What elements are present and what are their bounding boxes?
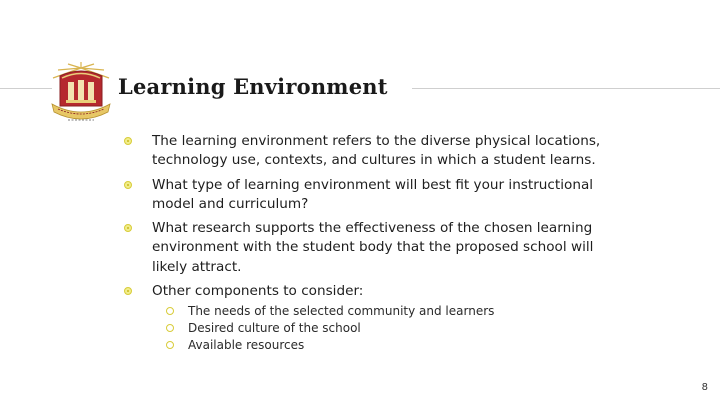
bullet-item bbox=[122, 282, 612, 354]
bullet-text: What type of learning environment will best fit your instructional model and curriculum? bbox=[152, 176, 594, 212]
sub-bullet-text: Desired culture of the school bbox=[188, 321, 361, 336]
bullet-item bbox=[122, 176, 612, 215]
bullet-dot-icon bbox=[124, 287, 132, 295]
bullet-text: The learning environment refers to the diverse physical locations, technology use, contexts, and cultures in which a student learns. bbox=[152, 133, 601, 169]
bullet-text: What research supports the effectiveness of the chosen learning environment with the student body that the proposed school will likely attract. bbox=[152, 220, 594, 275]
sub-bullet-ring-icon bbox=[166, 307, 174, 315]
title-rule-right bbox=[412, 88, 720, 89]
bullet-dot-icon bbox=[124, 137, 132, 145]
title-rule-left bbox=[0, 88, 52, 89]
bullet-item bbox=[122, 219, 612, 277]
sub-bullet-ring-icon bbox=[166, 324, 174, 332]
school-crest-logo bbox=[50, 62, 112, 128]
sub-bullet-item bbox=[152, 303, 612, 320]
sub-bullet-item bbox=[152, 337, 612, 354]
sub-bullet-ring-icon bbox=[166, 341, 174, 349]
bullet-dot-icon bbox=[124, 181, 132, 189]
bullet-text: Other components to consider: bbox=[152, 283, 364, 300]
page-number: 8 bbox=[701, 382, 708, 393]
bullet-dot-icon bbox=[124, 224, 132, 232]
bullet-list bbox=[122, 132, 612, 359]
sub-bullet-list bbox=[152, 303, 612, 354]
slide-title: Learning Environment bbox=[118, 74, 388, 99]
sub-bullet-item bbox=[152, 320, 612, 337]
sub-bullet-text: Available resources bbox=[188, 338, 305, 353]
sub-bullet-text: The needs of the selected community and learners bbox=[188, 304, 495, 319]
bullet-item bbox=[122, 132, 612, 171]
